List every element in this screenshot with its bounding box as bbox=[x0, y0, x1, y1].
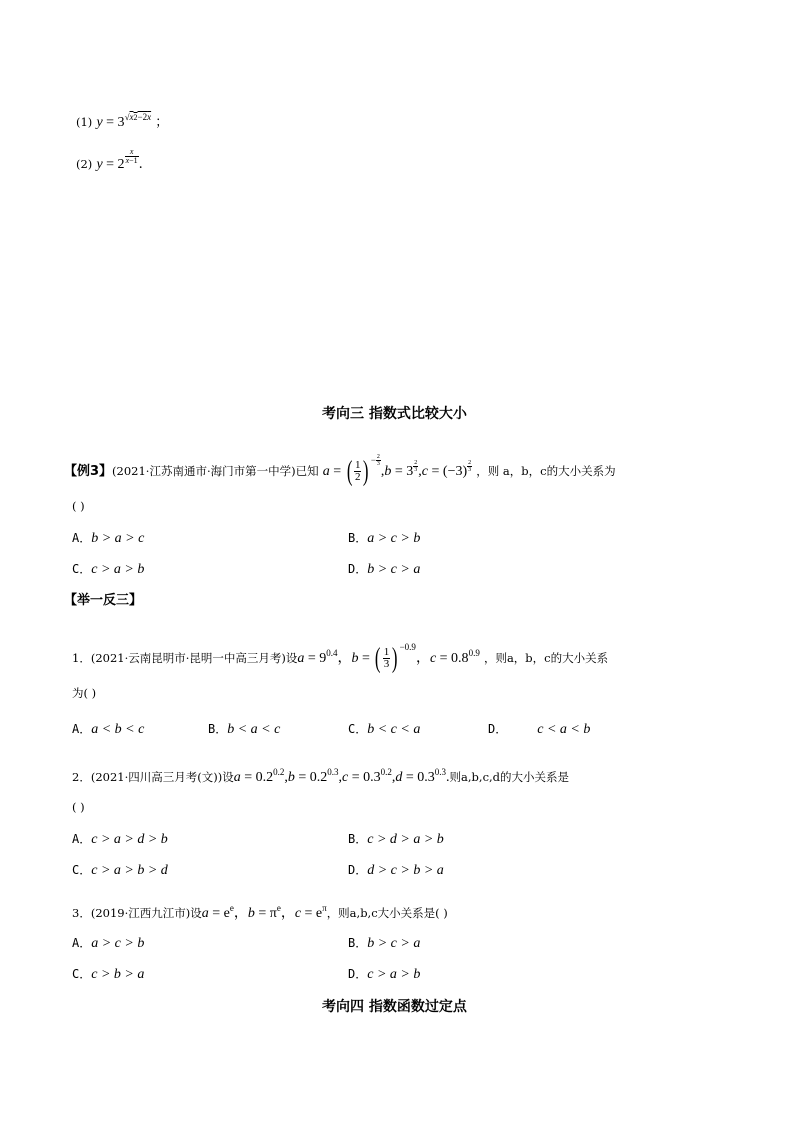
problem-1-sep: ； bbox=[155, 115, 169, 130]
example-3-stem: 【例3】(2021·江苏南通市·海门市第一中学)已知 a = ( $\frac{1}{2}$ ) $^{- \frac{2}{3}}$ ,b = 3 $^{\frac{2}{3}}$ ,c = (−3) $^{\frac{2}{3}}$ ，则 a，b，c的大小关系为 bbox=[64, 454, 616, 487]
practice-title: 【举一反三】 bbox=[64, 593, 143, 608]
problem-2-end: . bbox=[138, 157, 143, 172]
example-3-source: (2021·江苏南通市·海门市第一中学) bbox=[112, 464, 296, 478]
question-3-choice-d[interactable]: D．c > a > b bbox=[348, 967, 421, 982]
question-1-choice-a[interactable]: A．a < b < c bbox=[72, 722, 145, 737]
question-3-choice-b[interactable]: B．b > c > a bbox=[348, 936, 421, 951]
section-3-title: 考向三 指数式比较大小 bbox=[322, 406, 467, 422]
example-3-tag: 【例3】 bbox=[64, 464, 113, 479]
question-2-number: 2． bbox=[72, 770, 91, 784]
question-1-tail2: 为( ) bbox=[72, 686, 97, 700]
example-3-blank: ( ) bbox=[72, 499, 85, 513]
example-3-choice-b[interactable]: B．a > c > b bbox=[348, 531, 421, 546]
example-3-lead: 已知 bbox=[295, 464, 319, 478]
example-3-choice-d[interactable]: D．b > c > a bbox=[348, 562, 421, 577]
question-2-choice-c[interactable]: C．c > a > b > d bbox=[72, 863, 168, 878]
question-2-source: (2021·四川高三月考(文)) bbox=[90, 770, 223, 784]
question-1-stem: 1．(2021·云南昆明市·昆明一中高三月考)设$a = 9^{0.4}$，b = ( $\frac{1}{3}$ ) $^{-0.9}$，$c = 0.8^{0.9}$ ，则a，b，c的大小关系 bbox=[72, 642, 609, 674]
question-2-choice-d[interactable]: D．d > c > b > a bbox=[348, 863, 444, 878]
question-3-tail: ，则a,b,c大小关系是( ) bbox=[326, 906, 448, 920]
problem-1: (1) $y = 3^{√x2-2x}$ ； bbox=[76, 112, 169, 130]
problem-1-label: (1) bbox=[76, 115, 93, 129]
question-1-number: 1． bbox=[72, 651, 91, 665]
question-2-blank: ( ) bbox=[72, 800, 85, 814]
question-2-choice-a[interactable]: A．c > a > d > b bbox=[72, 832, 168, 847]
question-3-choice-a[interactable]: A．a > c > b bbox=[72, 936, 145, 951]
question-2-choice-b[interactable]: B．c > d > a > b bbox=[348, 832, 444, 847]
question-1-source: (2021·云南昆明市·昆明一中高三月考) bbox=[90, 651, 286, 665]
question-1-choice-b[interactable]: B．b < a < c bbox=[208, 722, 281, 737]
question-1-tail: ，则a，b，c的大小关系 bbox=[483, 651, 609, 665]
problem-1-formula: y bbox=[96, 115, 103, 130]
problem-2: (2) y = 2 $\frac{x}{x-1}$ . bbox=[76, 147, 143, 172]
example-3-choice-a[interactable]: A．b > a > c bbox=[72, 531, 145, 546]
question-1-choice-c[interactable]: C．b < c < a bbox=[348, 722, 421, 737]
question-2-stem: 2．(2021·四川高三月考(文))设$a = 0.2^{0.2},b = 0.2^{0.3},c = 0.3^{0.2},d = 0.3^{0.3}$.则a,b,c,d的大小关系是 bbox=[72, 767, 570, 785]
question-3-choice-c[interactable]: C．c > b > a bbox=[72, 967, 145, 982]
question-2-tail: 则a,b,c,d的大小关系是 bbox=[449, 770, 570, 784]
question-1-choice-d[interactable]: D． c < a < b bbox=[488, 722, 591, 737]
section-4-title: 考向四 指数函数过定点 bbox=[322, 999, 467, 1015]
question-3-number: 3． bbox=[72, 906, 91, 920]
problem-1-exponent: √x2−2x bbox=[124, 112, 152, 122]
example-3-tail: ，则 a，b，c的大小关系为 bbox=[476, 464, 616, 478]
problem-2-label: (2) bbox=[76, 157, 93, 171]
example-3-choice-c[interactable]: C．c > a > b bbox=[72, 562, 145, 577]
question-3-stem: 3．(2019·江西九江市)设$a = e^e$，$b = \pi^e$，$c = e^\pi$，则a,b,c大小关系是( ) bbox=[72, 903, 448, 921]
question-3-source: (2019·江西九江市) bbox=[90, 906, 191, 920]
